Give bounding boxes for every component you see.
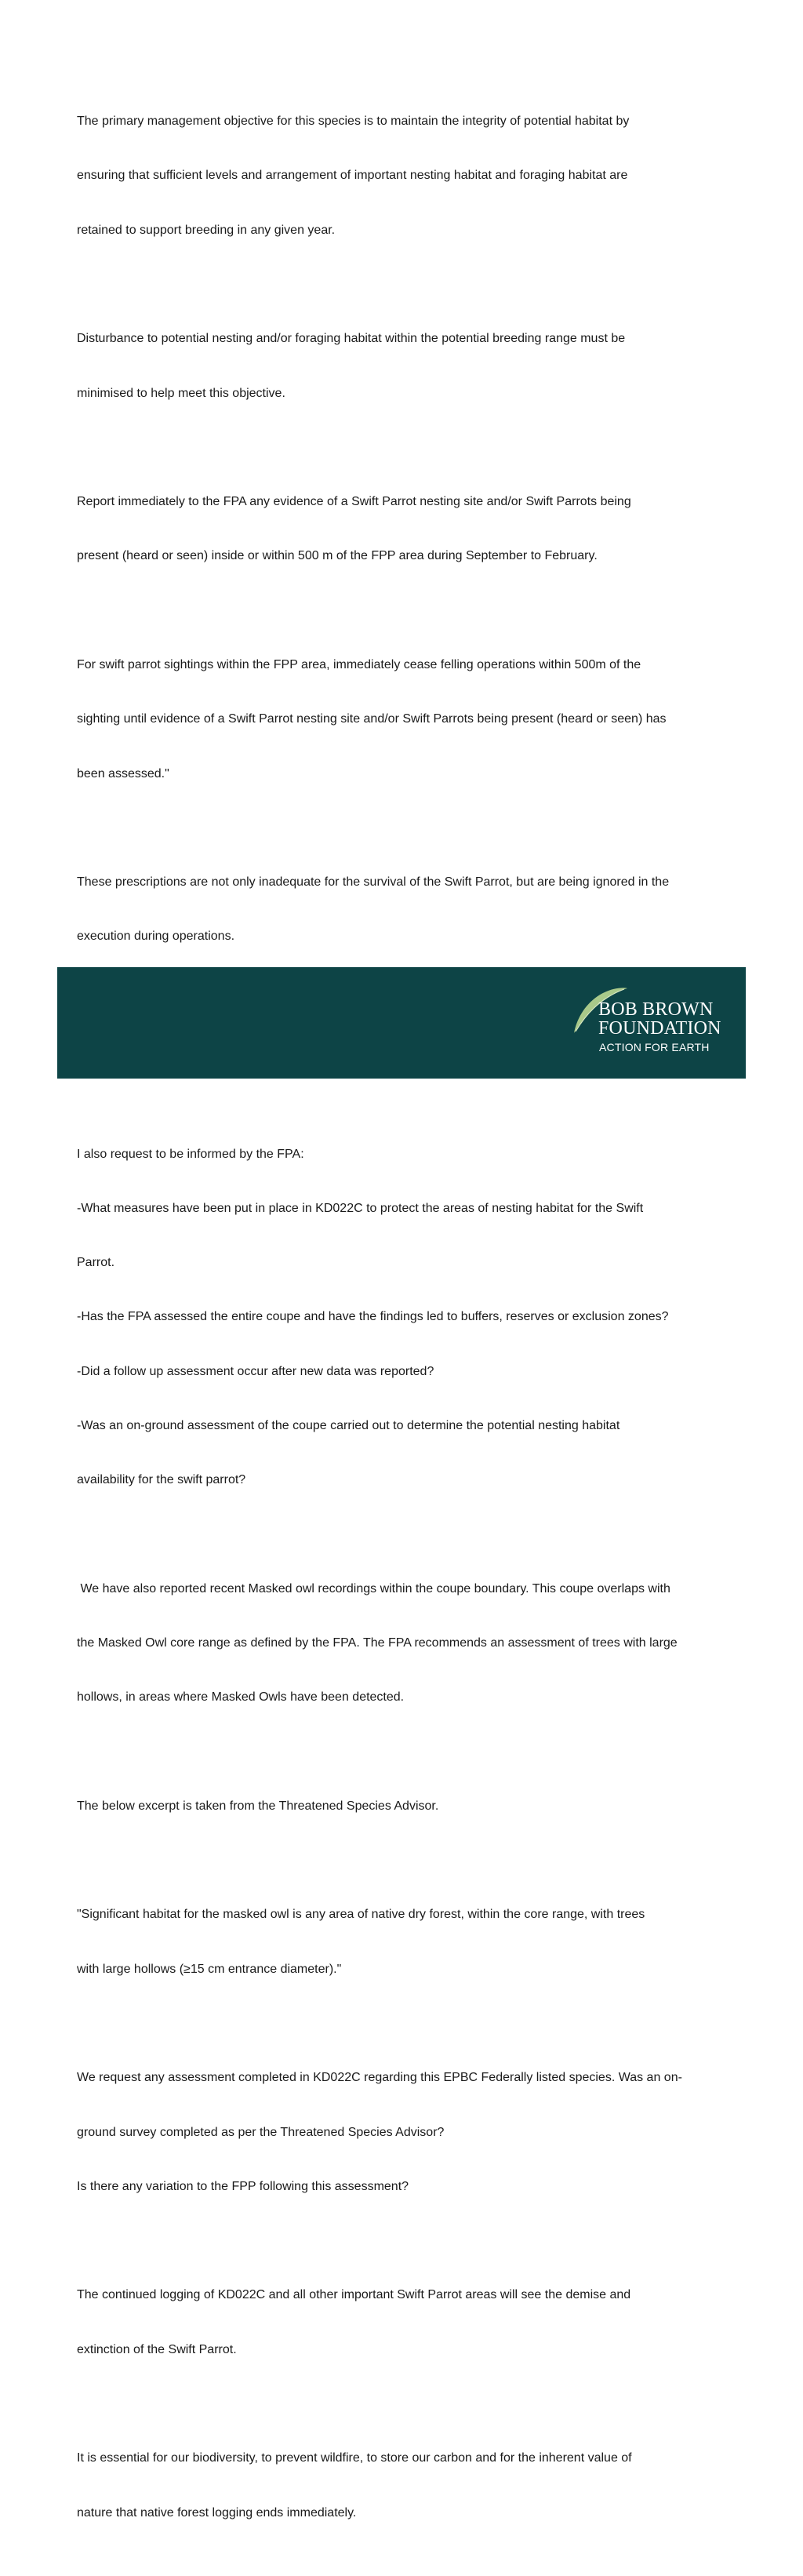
letter-body xyxy=(77,76,732,2576)
text-line: execution during operations. xyxy=(77,930,235,944)
text-line: We request any assessment completed in KD022C regarding this EPBC Federally listed species. Was an on- xyxy=(77,2071,682,2085)
text-line: For swift parrot sightings within the FPP area, immediately cease felling operations within 500m of the xyxy=(77,658,641,671)
text-line: The primary management objective for this species is to maintain the integrity of potential habitat by xyxy=(77,115,630,129)
text-line: hollows, in areas where Masked Owls have been detected. xyxy=(77,1690,405,1705)
text-line: sighting until evidence of a Swift Parrot nesting site and/or Swift Parrots being present (heard or seen) has xyxy=(77,712,667,726)
question-item: Parrot. xyxy=(77,1256,115,1270)
question-item: -Was an on-ground assessment of the coupe carried out to determine the potential nesting habitat xyxy=(77,1418,620,1432)
text-line: I also request to be informed by the FPA: xyxy=(77,1147,304,1161)
text-line: Disturbance to potential nesting and/or foraging habitat within the potential breeding range must be xyxy=(77,332,626,346)
text-line: These prescriptions are not only inadequate for the survival of the Swift Parrot, but are being ignored in the xyxy=(77,875,670,890)
paragraph-excerpt-quote xyxy=(77,1869,732,2014)
text-line: "Significant habitat for the masked owl is any area of native dry forest, within the core range, with trees xyxy=(77,1908,645,1922)
question-item: -What measures have been put in place in KD022C to protect the areas of nesting habitat for the Swift xyxy=(77,1201,644,1215)
paragraph-continued-logging xyxy=(77,2250,732,2395)
logo-tagline: ACTION FOR EARTH xyxy=(599,1041,710,1053)
paragraph-prescriptions-inadequate xyxy=(77,837,732,982)
text-line: Report immediately to the FPA any evidence of a Swift Parrot nesting site and/or Swift Parrots being xyxy=(77,495,631,509)
question-item: -Did a follow up assessment occur after new data was reported? xyxy=(77,1364,434,1378)
logo-name-line2: FOUNDATION xyxy=(598,1018,721,1039)
text-line: extinction of the Swift Parrot. xyxy=(77,2342,237,2356)
paragraph-request-information xyxy=(77,1108,732,1525)
text-line: The continued logging of KD022C and all other important Swift Parrot areas will see the demise and xyxy=(77,2288,631,2302)
paragraph-sightings xyxy=(77,620,732,819)
text-line: Is there any variation to the FPP following this assessment? xyxy=(77,2179,409,2193)
paragraph-masked-owl xyxy=(77,1544,732,1743)
text-line: nature that native forest logging ends immediately. xyxy=(77,2505,357,2520)
logo-name-line1: BOB BROWN xyxy=(598,999,714,1020)
text-line: with large hollows (≥15 cm entrance diameter)." xyxy=(77,1962,342,1976)
text-line: present (heard or seen) inside or within 500 m of the FPP area during September to February. xyxy=(77,549,598,563)
text-line: retained to support breeding in any given year. xyxy=(77,223,336,237)
text-line: the Masked Owl core range as defined by the FPA. The FPA recommends an assessment of trees with large xyxy=(77,1636,678,1650)
paragraph-closing-statement xyxy=(77,2413,732,2558)
paragraph-request-assessment xyxy=(77,2032,732,2232)
text-line: minimised to help meet this objective. xyxy=(77,386,285,400)
paragraph-report-immediately xyxy=(77,457,732,602)
text-line: ground survey completed as per the Threatened Species Advisor? xyxy=(77,2125,445,2139)
paragraph-excerpt-intro xyxy=(77,1761,732,1851)
text-line: It is essential for our biodiversity, to prevent wildfire, to store our carbon and for the inherent value of xyxy=(77,2451,632,2465)
paragraph-management-objective xyxy=(77,76,732,275)
text-line: been assessed." xyxy=(77,766,169,780)
footer-banner xyxy=(57,967,746,1079)
foundation-logo xyxy=(572,984,737,1063)
text-line: The below excerpt is taken from the Threatened Species Advisor. xyxy=(77,1799,439,1813)
text-line: ensuring that sufficient levels and arrangement of important nesting habitat and foraging habitat are xyxy=(77,169,628,183)
paragraph-disturbance xyxy=(77,293,732,438)
text-line: We have also reported recent Masked owl recordings within the coupe boundary. This coupe overlaps with xyxy=(77,1581,670,1595)
question-item: -Has the FPA assessed the entire coupe and have the findings led to buffers, reserves or exclusion zones? xyxy=(77,1310,669,1324)
question-item: availability for the swift parrot? xyxy=(77,1473,246,1487)
